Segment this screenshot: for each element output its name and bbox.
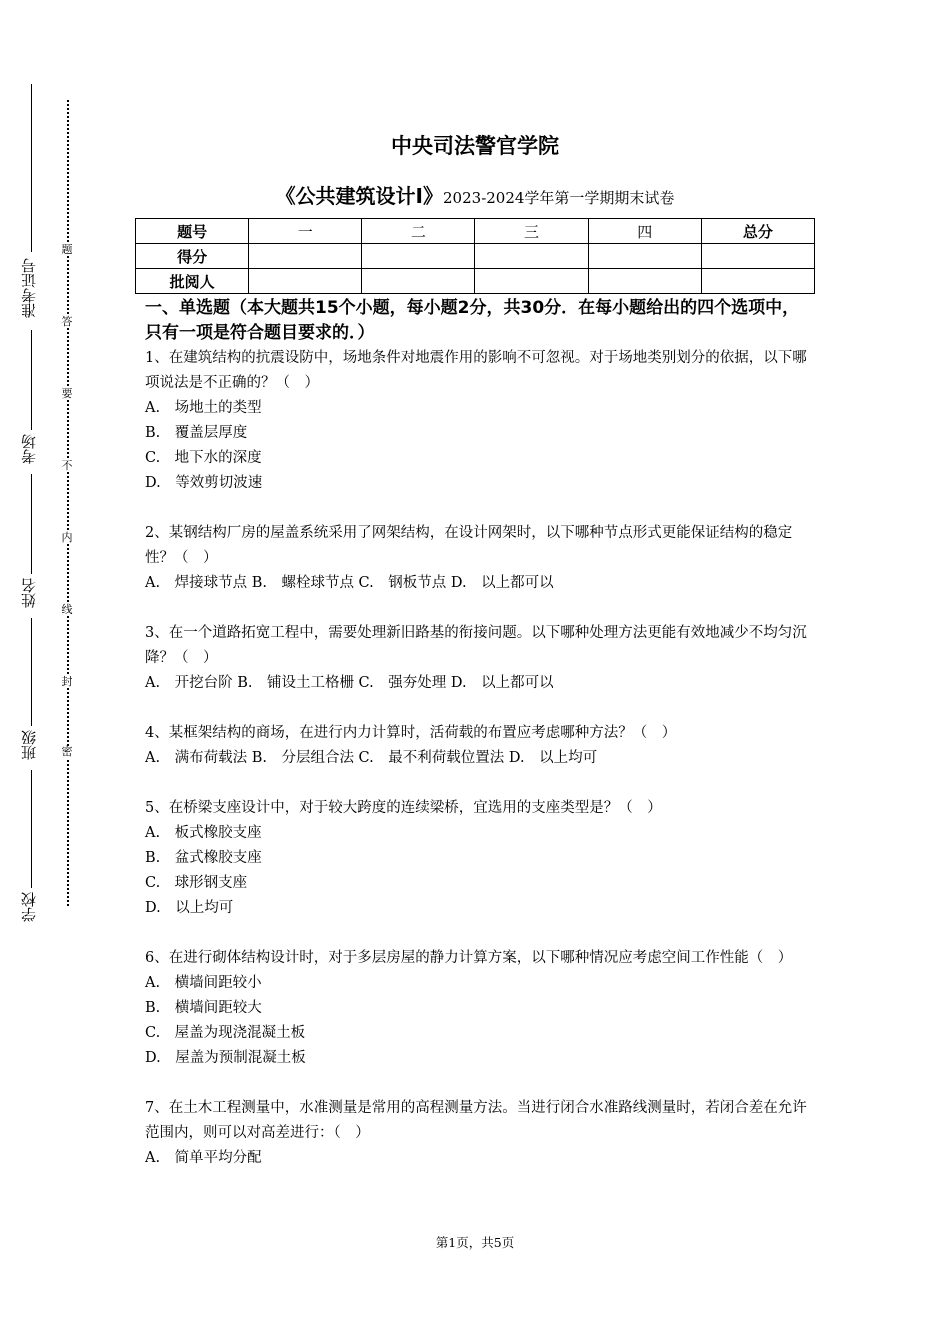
- side-line: [31, 770, 32, 888]
- table-header-row: [136, 219, 815, 244]
- option: B. 覆盖层厚度: [145, 425, 248, 441]
- option: B. 横墙间距较大: [145, 1000, 262, 1016]
- question-6: [145, 946, 810, 1071]
- question-stem: 7、在土木工程测量中，水准测量是常用的高程测量方法。当进行闭合水准路线测量时，若闭合差在允许范围内，则可以对高差进行：（ ）: [145, 1100, 807, 1141]
- side-field-school: 学校: [20, 892, 38, 922]
- exam-title: [0, 180, 950, 209]
- score-cell: [588, 244, 701, 269]
- option-line: A. 开挖台阶 B. 铺设土工格栅 C. 强夯处理 D. 以上都可以: [145, 675, 554, 691]
- question-2: [145, 521, 810, 596]
- question-stem: 6、在进行砌体结构设计时，对于多层房屋的静力计算方案，以下哪种情况应考虑空间工作性能（ ）: [145, 950, 793, 966]
- option: C. 地下水的深度: [145, 450, 262, 466]
- question-stem: 3、在一个道路拓宽工程中，需要处理新旧路基的衔接问题。以下哪种处理方法更能有效地减少不均匀沉降？（ ）: [145, 625, 807, 666]
- question-3: [145, 621, 810, 696]
- grader-cell: [475, 269, 588, 294]
- side-line: [31, 618, 32, 726]
- score-table: [135, 218, 815, 294]
- seal-char: 密: [61, 745, 73, 758]
- side-line: [31, 330, 32, 430]
- row-label: 批阅人: [136, 269, 249, 294]
- option: C. 球形钢支座: [145, 875, 248, 891]
- side-field-name: 姓名: [20, 578, 38, 608]
- header-cell: 一: [249, 219, 362, 244]
- question-stem: 4、某框架结构的商场，在进行内力计算时，活荷载的布置应考虑哪种方法？（ ）: [145, 725, 677, 741]
- header-cell: 三: [475, 219, 588, 244]
- header-cell: 总分: [701, 219, 814, 244]
- question-stem: 2、某钢结构厂房的屋盖系统采用了网架结构，在设计网架时，以下哪种节点形式更能保证结构的稳定性？（ ）: [145, 525, 793, 566]
- school-name: 中央司法警官学院: [391, 134, 559, 158]
- question-stem: 5、在桥梁支座设计中，对于较大跨度的连续梁桥，宜选用的支座类型是？（ ）: [145, 800, 662, 816]
- question-5: [145, 796, 810, 921]
- grader-cell: [362, 269, 475, 294]
- score-cell: [475, 244, 588, 269]
- option: B. 盆式橡胶支座: [145, 850, 262, 866]
- side-field-exam-room: 考场: [20, 434, 38, 464]
- grader-cell: [249, 269, 362, 294]
- option: D. 屋盖为预制混凝土板: [145, 1050, 306, 1066]
- grader-cell: [701, 269, 814, 294]
- option: A. 板式橡胶支座: [145, 825, 262, 841]
- header-cell: 题号: [136, 219, 249, 244]
- option: A. 简单平均分配: [145, 1150, 262, 1166]
- option: A. 场地土的类型: [145, 400, 262, 416]
- seal-char: 答: [61, 315, 73, 328]
- option: D. 以上均可: [145, 900, 234, 916]
- option: A. 横墙间距较小: [145, 975, 262, 991]
- table-row-score: [136, 244, 815, 269]
- side-field-class: 班级: [20, 730, 38, 760]
- score-cell: [362, 244, 475, 269]
- side-line: [31, 474, 32, 574]
- seal-char: 封: [61, 675, 73, 688]
- side-field-exam-number: 准考证号: [20, 258, 38, 318]
- side-line: [31, 84, 32, 252]
- header-cell: 二: [362, 219, 475, 244]
- seal-char: 题: [61, 243, 73, 256]
- seal-char: 内: [61, 531, 73, 544]
- course-name: 《公共建筑设计Ⅰ》: [275, 184, 444, 208]
- question-7: [145, 1096, 810, 1171]
- page-number: 第1页，共5页: [435, 1235, 515, 1250]
- question-stem: 1、在建筑结构的抗震设防中，场地条件对地震作用的影响不可忽视。对于场地类别划分的依据，以下哪项说法是不正确的？（ ）: [145, 350, 807, 391]
- question-list: [145, 346, 810, 1196]
- seal-char: 要: [61, 387, 73, 400]
- seal-char: 不: [61, 459, 73, 472]
- option: D. 等效剪切波速: [145, 475, 263, 491]
- option-line: A. 满布荷载法 B. 分层组合法 C. 最不利荷载位置法 D. 以上均可: [145, 750, 598, 766]
- score-cell: [249, 244, 362, 269]
- seal-dotted-line: [67, 100, 69, 906]
- row-label: 得分: [136, 244, 249, 269]
- grader-cell: [588, 269, 701, 294]
- table-row-grader: [136, 269, 815, 294]
- question-1: [145, 346, 810, 496]
- term-label: 2023-2024学年第一学期期末试卷: [443, 189, 675, 207]
- header-cell: 四: [588, 219, 701, 244]
- section-heading: 一、单选题（本大题共15个小题，每小题2分，共30分．在每小题给出的四个选项中，只有一项是符合题目要求的．）: [145, 298, 800, 343]
- seal-char: 线: [61, 603, 73, 616]
- score-cell: [701, 244, 814, 269]
- question-4: [145, 721, 810, 771]
- option: C. 屋盖为现浇混凝土板: [145, 1025, 306, 1041]
- option-line: A. 焊接球节点 B. 螺栓球节点 C. 钢板节点 D. 以上都可以: [145, 575, 554, 591]
